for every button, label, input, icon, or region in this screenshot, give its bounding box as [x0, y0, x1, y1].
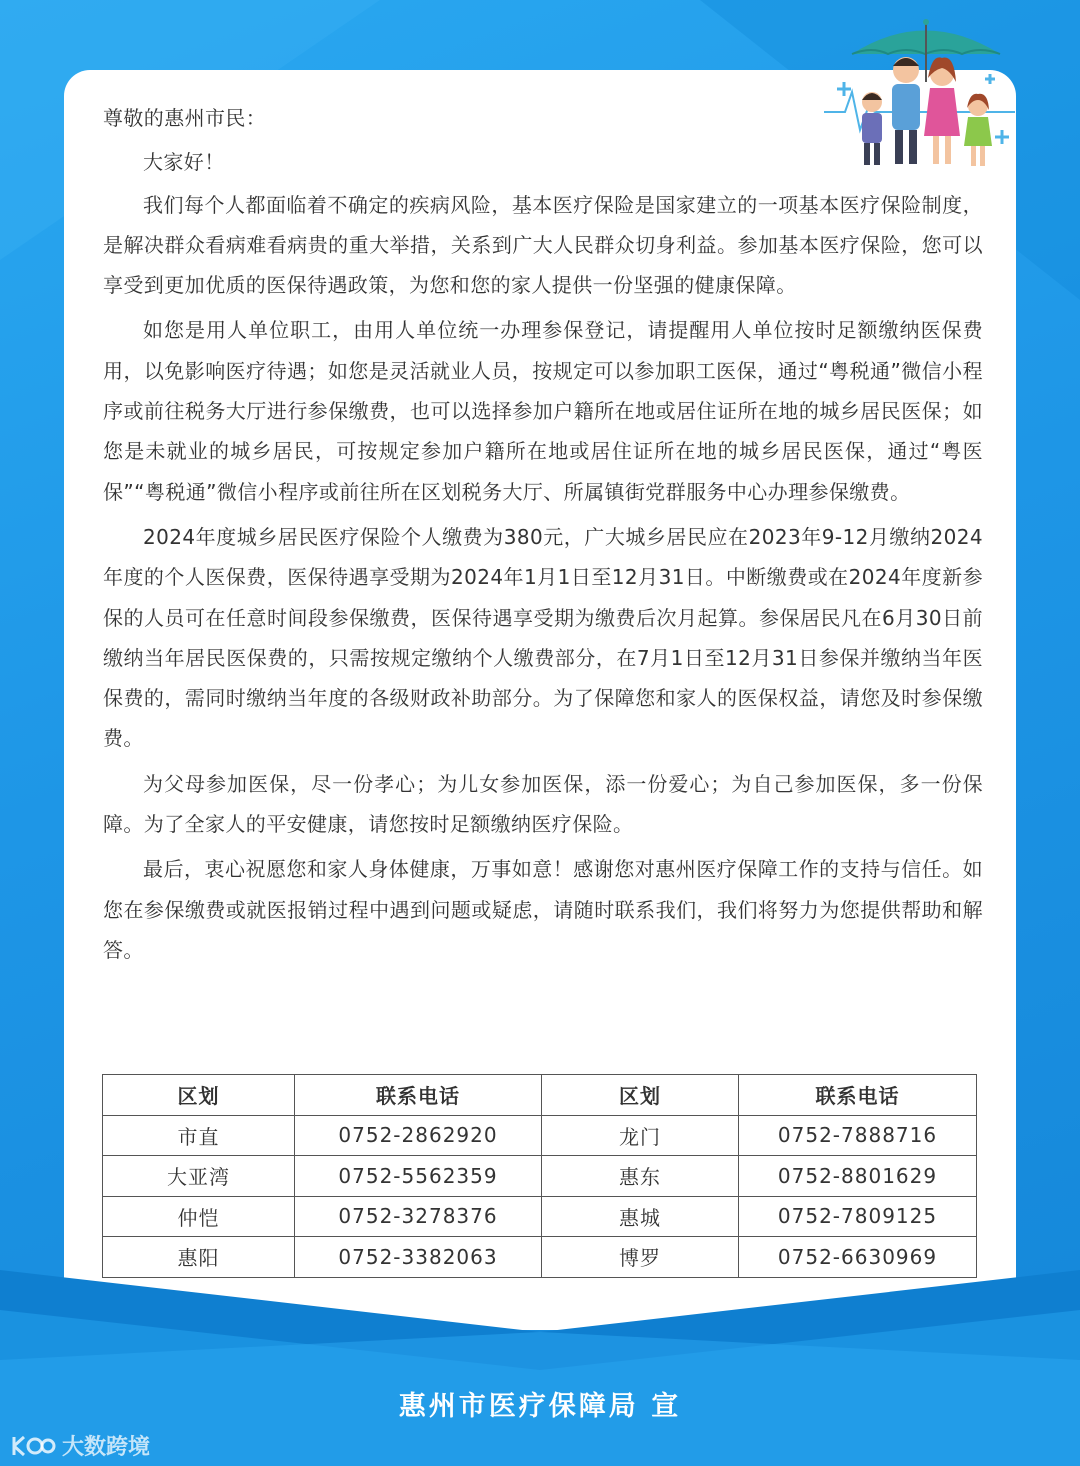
district-cell: 大亚湾 [103, 1156, 295, 1197]
paragraph: 如您是用人单位职工，由用人单位统一办理参保登记，请提醒用人单位按时足额缴纳医保费用，以免影响医疗待遇；如您是灵活就业人员，按规定可以参加职工医保，通过“粤税通”微信小程序或前往税务大厅进行参保缴费，也可以选择参加户籍所在地或居住证所在地的城乡居民医保；如您是未就业的城乡居民，可按规定参加户籍所在地或居住证所在地的城乡居民医保，通过“粤医保”“粤税通”微信小程序或前往所在区划税务大厅、所属镇街党群服务中心办理参保缴费。 [103, 318, 983, 504]
table-header-row [103, 1075, 977, 1116]
contact-table [102, 1074, 977, 1278]
watermark-text: 大数跨境 [62, 1435, 151, 1460]
paragraph: 最后，衷心祝愿您和家人身体健康，万事如意！感谢您对惠州医疗保障工作的支持与信任。如您在参保缴费或就医报销过程中遇到问题或疑虑，请随时联系我们，我们将努力为您提供帮助和解答。 [103, 857, 983, 962]
paragraph: 我们每个人都面临着不确定的疾病风险，基本医疗保险是国家建立的一项基本医疗保险制度，是解决群众看病难看病贵的重大举措，关系到广大人民群众切身利益。参加基本医疗保险，您可以享受到更加优质的医保待遇政策，为您和您的家人提供一份坚强的健康保障。 [103, 192, 983, 298]
phone-cell: 0752-6630969 [739, 1237, 977, 1278]
district-cell: 市直 [103, 1115, 295, 1156]
header-district: 区划 [542, 1075, 739, 1116]
header-district: 区划 [103, 1075, 295, 1116]
phone-cell: 0752-3278376 [295, 1196, 542, 1237]
district-cell: 惠东 [542, 1156, 739, 1197]
phone-cell: 0752-8801629 [739, 1156, 977, 1197]
issuer-signature: 惠州市医疗保障局 宣 [398, 1391, 682, 1422]
footer-banner [0, 1270, 1080, 1466]
phone-cell: 0752-5562359 [295, 1156, 542, 1197]
paragraph: 为父母参加医保，尽一份孝心；为儿女参加医保，添一份爱心；为自己参加医保，多一份保障。为了全家人的平安健康，请您按时足额缴纳医疗保险。 [103, 771, 983, 837]
district-cell: 惠城 [542, 1196, 739, 1237]
district-cell: 博罗 [542, 1237, 739, 1278]
phone-cell: 0752-3382063 [295, 1237, 542, 1278]
header-phone: 联系电话 [295, 1075, 542, 1116]
watermark [10, 1430, 150, 1461]
phone-cell: 0752-2862920 [295, 1115, 542, 1156]
district-cell: 仲恺 [103, 1196, 295, 1237]
table-row [103, 1196, 977, 1237]
phone-cell: 0752-7888716 [739, 1115, 977, 1156]
brand-logo-icon [10, 1433, 56, 1459]
header-phone: 联系电话 [739, 1075, 977, 1116]
table-row [103, 1156, 977, 1197]
table-row [103, 1115, 977, 1156]
district-cell: 龙门 [542, 1115, 739, 1156]
letter-body [103, 98, 983, 975]
district-cell: 惠阳 [103, 1237, 295, 1278]
paragraph: 2024年度城乡居民医疗保险个人缴费为380元，广大城乡居民应在2023年9-12月缴纳2024年度的个人医保费，医保待遇享受期为2024年1月1日至12月31日。中断缴费或在2024年度新参保的人员可在任意时间段参保缴费，医保待遇享受期为缴费后次月起算。参保居民凡在6月30日前缴纳当年居民医保费的，只需按规定缴纳个人缴费部分，在7月1日至12月31日参保并缴纳当年医保费的，需同时缴纳当年度的各级财政补助部分。为了保障您和家人的医保权益，请您及时参保缴费。 [103, 524, 983, 751]
phone-cell: 0752-7809125 [739, 1196, 977, 1237]
salutation: 尊敬的惠州市民： [103, 106, 267, 130]
greeting: 大家好！ [143, 150, 225, 175]
